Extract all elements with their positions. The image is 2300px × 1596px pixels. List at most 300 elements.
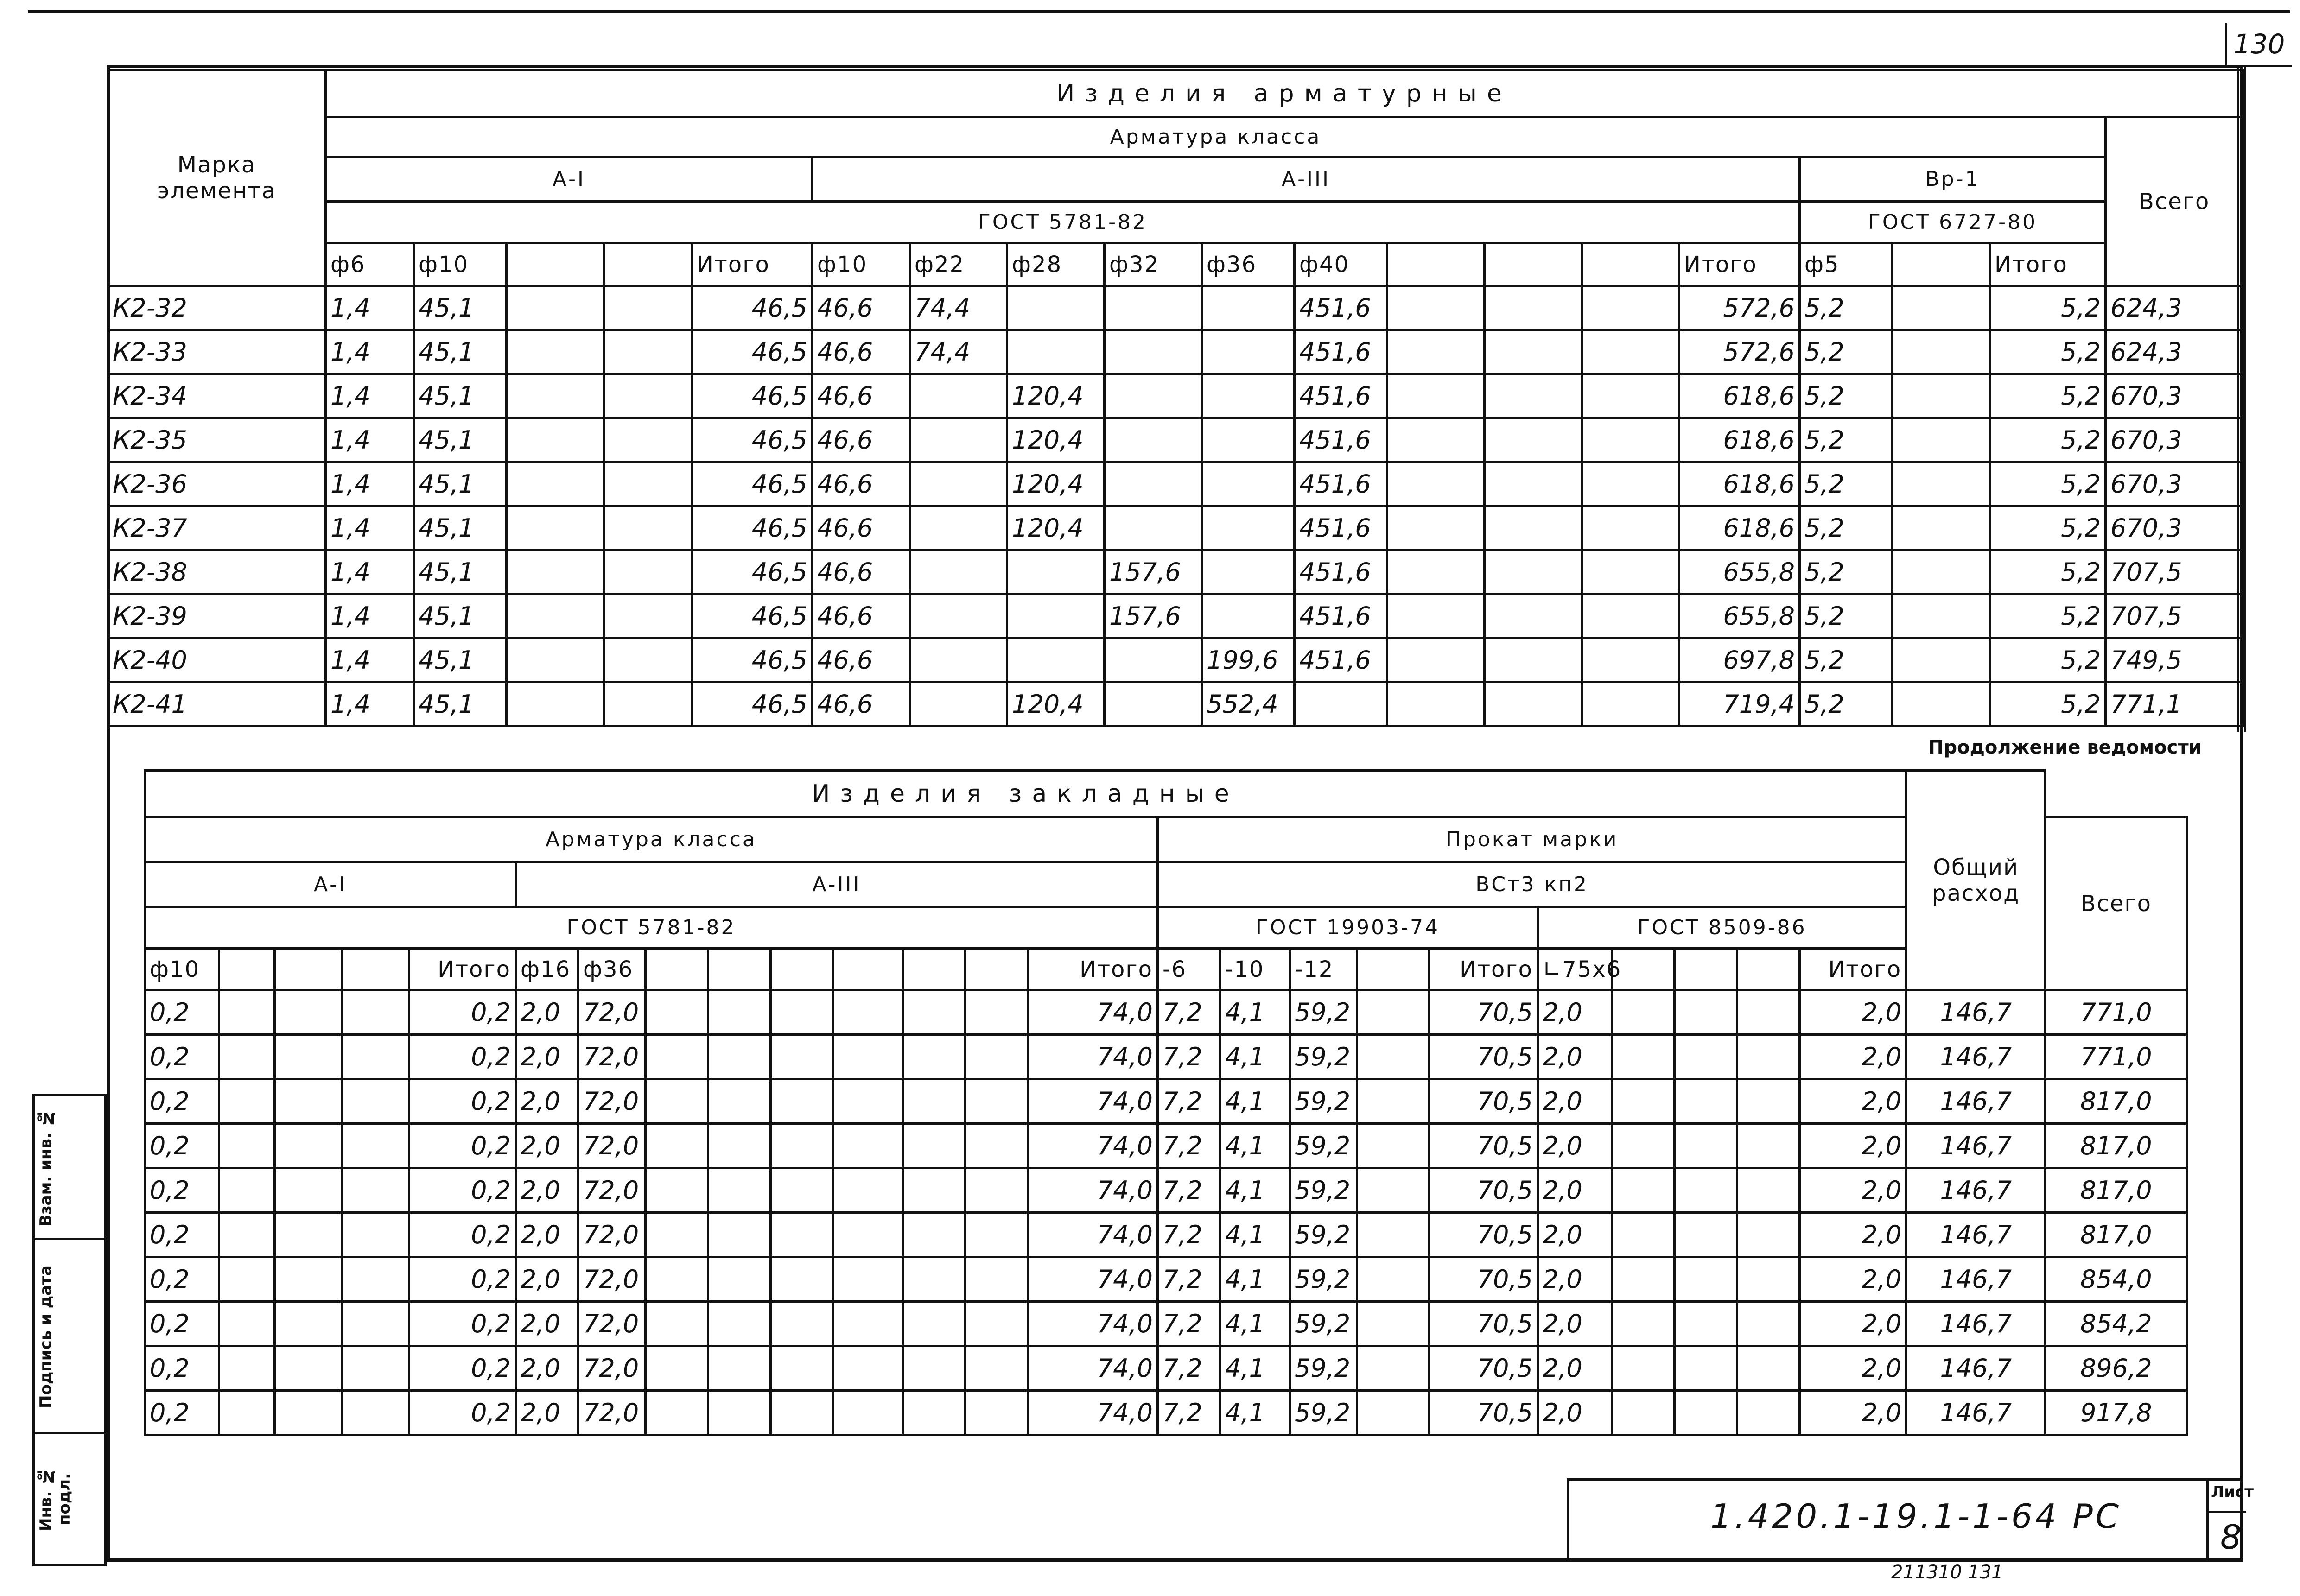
value-cell (1675, 1079, 1737, 1124)
value-cell (1582, 682, 1679, 726)
value-cell (604, 286, 692, 330)
value-cell: 5,2 (1800, 462, 1893, 506)
value-cell: 70,5 (1429, 1302, 1538, 1346)
value-cell (1007, 330, 1105, 374)
value-cell (1675, 1391, 1737, 1435)
value-cell: 4,1 (1220, 990, 1290, 1035)
stamp-cell-inventory (35, 1434, 104, 1564)
value-cell: 72,0 (578, 1124, 646, 1168)
element-mark-cell: К2-32 (108, 286, 326, 330)
value-cell (1202, 374, 1295, 418)
class-a3-header: А-III (813, 157, 1800, 202)
table-row (145, 1213, 2187, 1257)
top-col-head (1893, 243, 1990, 286)
sheet-number-separator (2206, 1511, 2246, 1513)
value-cell: 46,5 (692, 330, 813, 374)
value-cell (1357, 1346, 1429, 1391)
value-cell (1893, 374, 1990, 418)
value-cell (833, 1079, 903, 1124)
value-cell (910, 418, 1007, 462)
value-cell: 46,5 (692, 638, 813, 682)
value-cell (903, 1035, 966, 1079)
value-cell (903, 1346, 966, 1391)
value-cell (1612, 1257, 1675, 1302)
value-cell (604, 638, 692, 682)
bottom-column-heads (145, 949, 2187, 990)
value-cell (1893, 638, 1990, 682)
bottom-col-head: ф16 (516, 949, 578, 990)
table-row (108, 330, 2243, 374)
value-cell: 707,5 (2106, 550, 2243, 594)
value-cell: 45,1 (414, 550, 507, 594)
bottom-handwritten-note: 211310 131 (1891, 1562, 2003, 1583)
top-border-line (28, 10, 2290, 13)
table-row (108, 506, 2243, 550)
table-row (108, 682, 2243, 726)
value-cell (771, 1124, 833, 1168)
value-cell: 0,2 (145, 1168, 219, 1213)
value-cell: 618,6 (1679, 462, 1800, 506)
value-cell (1485, 506, 1582, 550)
value-cell (1582, 638, 1679, 682)
value-cell: 157,6 (1105, 594, 1202, 638)
table-row (145, 1257, 2187, 1302)
value-cell: 146,7 (1906, 1391, 2046, 1435)
value-cell: 670,3 (2106, 418, 2243, 462)
value-cell (275, 1213, 342, 1257)
value-cell: 74,0 (1028, 1346, 1158, 1391)
value-cell (1737, 1124, 1800, 1168)
top-column-heads (108, 243, 2243, 286)
value-cell (507, 638, 604, 682)
value-cell: 5,2 (1990, 506, 2106, 550)
value-cell: 72,0 (578, 1391, 646, 1435)
value-cell: 46,5 (692, 550, 813, 594)
value-cell: 5,2 (1990, 330, 2106, 374)
value-cell: 46,5 (692, 594, 813, 638)
value-cell (507, 462, 604, 506)
value-cell: 817,0 (2046, 1168, 2187, 1213)
table-row (145, 1124, 2187, 1168)
value-cell: 0,2 (409, 1346, 516, 1391)
value-cell (1737, 1302, 1800, 1346)
value-cell (1675, 1124, 1737, 1168)
value-cell (966, 1302, 1028, 1346)
value-cell (646, 1391, 708, 1435)
value-cell: 1,4 (326, 462, 414, 506)
value-cell (708, 1079, 771, 1124)
value-cell (1202, 286, 1295, 330)
value-cell (903, 1257, 966, 1302)
value-cell (1675, 1302, 1737, 1346)
value-cell (507, 682, 604, 726)
value-cell: 2,0 (1538, 1213, 1612, 1257)
vsego-header: Всего (2106, 117, 2243, 286)
reinforcement-table (107, 69, 2244, 727)
value-cell (646, 1346, 708, 1391)
bottom-table-title: Изделия закладные (145, 771, 1906, 817)
stamp-label-inventory: Инв. № подл. (37, 1467, 74, 1532)
value-cell (833, 1124, 903, 1168)
value-cell (1737, 1035, 1800, 1079)
value-cell (1893, 286, 1990, 330)
value-cell: 451,6 (1295, 638, 1387, 682)
value-cell (646, 1035, 708, 1079)
value-cell (219, 1346, 275, 1391)
value-cell: 5,2 (1990, 374, 2106, 418)
value-cell (604, 418, 692, 462)
value-cell: 2,0 (1800, 1168, 1906, 1213)
value-cell (833, 1346, 903, 1391)
bottom-col-head (966, 949, 1028, 990)
value-cell (1612, 1391, 1675, 1435)
value-cell: 771,0 (2046, 1035, 2187, 1079)
top-col-head: ф22 (910, 243, 1007, 286)
value-cell: 618,6 (1679, 418, 1800, 462)
value-cell: 2,0 (1538, 1257, 1612, 1302)
value-cell: 817,0 (2046, 1124, 2187, 1168)
value-cell: 74,0 (1028, 1302, 1158, 1346)
value-cell: 2,0 (1538, 1168, 1612, 1213)
table-row (145, 1035, 2187, 1079)
value-cell: 2,0 (516, 1302, 578, 1346)
value-cell (833, 1168, 903, 1213)
value-cell (1612, 1346, 1675, 1391)
value-cell (275, 1257, 342, 1302)
value-cell: 46,6 (813, 462, 910, 506)
value-cell: 5,2 (1800, 550, 1893, 594)
bottom-col-head: ф36 (578, 949, 646, 990)
value-cell: 2,0 (516, 1035, 578, 1079)
bottom-col-head (646, 949, 708, 990)
value-cell (910, 682, 1007, 726)
value-cell: 2,0 (516, 1213, 578, 1257)
value-cell (1357, 1391, 1429, 1435)
value-cell (966, 990, 1028, 1035)
value-cell (604, 374, 692, 418)
table-row (145, 990, 2187, 1035)
value-cell (1612, 1302, 1675, 1346)
bottom-col-head: Итого (409, 949, 516, 990)
value-cell: 4,1 (1220, 1257, 1290, 1302)
value-cell: 7,2 (1158, 1257, 1220, 1302)
bottom-col-head (219, 949, 275, 990)
value-cell (1105, 506, 1202, 550)
value-cell (1485, 286, 1582, 330)
value-cell (966, 1213, 1028, 1257)
value-cell: 2,0 (516, 1124, 578, 1168)
value-cell (275, 1168, 342, 1213)
value-cell: 46,6 (813, 506, 910, 550)
value-cell: 45,1 (414, 682, 507, 726)
value-cell (1357, 1035, 1429, 1079)
value-cell: 0,2 (409, 1391, 516, 1435)
value-cell: 7,2 (1158, 1346, 1220, 1391)
value-cell (1737, 1391, 1800, 1435)
value-cell: 5,2 (1990, 550, 2106, 594)
value-cell (708, 1168, 771, 1213)
value-cell: 45,1 (414, 418, 507, 462)
value-cell (1357, 1079, 1429, 1124)
value-cell: 1,4 (326, 506, 414, 550)
top-col-head (1582, 243, 1679, 286)
value-cell: 771,1 (2106, 682, 2243, 726)
value-cell: 1,4 (326, 550, 414, 594)
bottom-col-head: Итого (1800, 949, 1906, 990)
value-cell: 7,2 (1158, 1079, 1220, 1124)
value-cell: 59,2 (1290, 1213, 1357, 1257)
value-cell: 2,0 (1538, 1346, 1612, 1391)
value-cell (966, 1257, 1028, 1302)
value-cell: 451,6 (1295, 374, 1387, 418)
value-cell: 120,4 (1007, 682, 1105, 726)
value-cell (1893, 462, 1990, 506)
value-cell: 697,8 (1679, 638, 1800, 682)
value-cell (771, 1168, 833, 1213)
value-cell (1202, 418, 1295, 462)
value-cell: 74,0 (1028, 990, 1158, 1035)
value-cell: 451,6 (1295, 418, 1387, 462)
value-cell (1105, 462, 1202, 506)
value-cell (1675, 1257, 1737, 1302)
class-a1-header: А-I (326, 157, 813, 202)
value-cell (1007, 286, 1105, 330)
value-cell: 552,4 (1202, 682, 1295, 726)
top-col-head: ф40 (1295, 243, 1387, 286)
value-cell: 655,8 (1679, 550, 1800, 594)
value-cell (507, 594, 604, 638)
value-cell (1893, 506, 1990, 550)
value-cell: 0,2 (145, 1346, 219, 1391)
table-row (108, 550, 2243, 594)
value-cell: 45,1 (414, 638, 507, 682)
value-cell (1357, 1257, 1429, 1302)
value-cell (1485, 462, 1582, 506)
value-cell (342, 1124, 409, 1168)
value-cell: 2,0 (516, 1257, 578, 1302)
bottom-gost-5781: ГОСТ 5781-82 (145, 907, 1158, 949)
value-cell: 59,2 (1290, 1346, 1357, 1391)
value-cell: 2,0 (1538, 1079, 1612, 1124)
value-cell (833, 1257, 903, 1302)
value-cell: 2,0 (1800, 990, 1906, 1035)
value-cell: 0,2 (409, 1213, 516, 1257)
value-cell: 45,1 (414, 594, 507, 638)
value-cell (1357, 1213, 1429, 1257)
value-cell (646, 1124, 708, 1168)
value-cell: 5,2 (1800, 506, 1893, 550)
value-cell: 0,2 (409, 1168, 516, 1213)
value-cell: 624,3 (2106, 330, 2243, 374)
value-cell: 451,6 (1295, 286, 1387, 330)
armatura-klassa-header: Арматура класса (326, 117, 2106, 157)
value-cell: 896,2 (2046, 1346, 2187, 1391)
continuation-note: Продолжение ведомости (1928, 737, 2202, 758)
value-cell (966, 1168, 1028, 1213)
value-cell (1737, 1168, 1800, 1213)
value-cell (771, 1391, 833, 1435)
value-cell: 59,2 (1290, 1079, 1357, 1124)
value-cell: 0,2 (145, 1257, 219, 1302)
value-cell (604, 462, 692, 506)
value-cell: 4,1 (1220, 1035, 1290, 1079)
value-cell (966, 1346, 1028, 1391)
value-cell (1387, 594, 1485, 638)
value-cell (275, 1079, 342, 1124)
table-row (145, 1302, 2187, 1346)
value-cell (903, 1213, 966, 1257)
value-cell: 1,4 (326, 418, 414, 462)
value-cell: 817,0 (2046, 1213, 2187, 1257)
value-cell (275, 1391, 342, 1435)
value-cell (1485, 374, 1582, 418)
value-cell: 2,0 (1538, 1391, 1612, 1435)
value-cell: 4,1 (1220, 1302, 1290, 1346)
value-cell: 74,0 (1028, 1168, 1158, 1213)
value-cell: 719,4 (1679, 682, 1800, 726)
value-cell: 2,0 (516, 1079, 578, 1124)
value-cell (1675, 1035, 1737, 1079)
value-cell (1202, 550, 1295, 594)
value-cell (275, 1124, 342, 1168)
value-cell (771, 1035, 833, 1079)
value-cell (646, 1213, 708, 1257)
value-cell: 46,6 (813, 682, 910, 726)
value-cell: 0,2 (145, 1391, 219, 1435)
value-cell (910, 638, 1007, 682)
value-cell: 120,4 (1007, 506, 1105, 550)
value-cell: 2,0 (516, 990, 578, 1035)
stamp-label-signature: Подпись и дата (37, 1265, 55, 1409)
value-cell: 2,0 (1538, 1035, 1612, 1079)
value-cell (910, 374, 1007, 418)
value-cell: 59,2 (1290, 1168, 1357, 1213)
top-table-title: Изделия арматурные (326, 70, 2243, 117)
value-cell: 572,6 (1679, 330, 1800, 374)
value-cell: 1,4 (326, 374, 414, 418)
value-cell (1202, 330, 1295, 374)
value-cell (507, 550, 604, 594)
value-cell (708, 1213, 771, 1257)
value-cell: 5,2 (1800, 682, 1893, 726)
bottom-vsego-header: Всего (2046, 817, 2187, 990)
value-cell: 46,5 (692, 682, 813, 726)
value-cell: 70,5 (1429, 1168, 1538, 1213)
table-row (145, 1168, 2187, 1213)
value-cell: 157,6 (1105, 550, 1202, 594)
top-col-head: ф10 (813, 243, 910, 286)
value-cell: 199,6 (1202, 638, 1295, 682)
value-cell (1007, 594, 1105, 638)
value-cell: 7,2 (1158, 1391, 1220, 1435)
value-cell (1485, 682, 1582, 726)
top-col-head: Итого (1679, 243, 1800, 286)
value-cell (966, 1124, 1028, 1168)
value-cell (646, 1079, 708, 1124)
value-cell: 0,2 (145, 1079, 219, 1124)
value-cell (966, 1079, 1028, 1124)
value-cell: 45,1 (414, 462, 507, 506)
bottom-col-head (275, 949, 342, 990)
value-cell (1007, 550, 1105, 594)
top-table-body (108, 286, 2243, 726)
value-cell: 670,3 (2106, 374, 2243, 418)
value-cell: 5,2 (1990, 594, 2106, 638)
value-cell (342, 990, 409, 1035)
value-cell: 72,0 (578, 1213, 646, 1257)
value-cell: 74,0 (1028, 1391, 1158, 1435)
value-cell (833, 1302, 903, 1346)
value-cell: 72,0 (578, 1168, 646, 1213)
value-cell: 5,2 (1990, 682, 2106, 726)
element-mark-cell: К2-33 (108, 330, 326, 374)
value-cell (1105, 374, 1202, 418)
value-cell: 70,5 (1429, 1124, 1538, 1168)
value-cell (342, 1391, 409, 1435)
value-cell: 451,6 (1295, 330, 1387, 374)
value-cell: 5,2 (1990, 286, 2106, 330)
value-cell: 146,7 (1906, 1302, 2046, 1346)
value-cell: 46,6 (813, 374, 910, 418)
value-cell (1357, 1124, 1429, 1168)
value-cell (1295, 682, 1387, 726)
gost-19903-header: ГОСТ 19903-74 (1158, 907, 1538, 949)
value-cell: 46,5 (692, 462, 813, 506)
value-cell (1105, 418, 1202, 462)
top-col-head (604, 243, 692, 286)
value-cell (219, 1168, 275, 1213)
bottom-col-head (708, 949, 771, 990)
value-cell (219, 1035, 275, 1079)
value-cell: 2,0 (516, 1346, 578, 1391)
value-cell (1387, 682, 1485, 726)
value-cell (1485, 418, 1582, 462)
value-cell: 59,2 (1290, 1124, 1357, 1168)
value-cell: 670,3 (2106, 462, 2243, 506)
value-cell (903, 990, 966, 1035)
value-cell: 146,7 (1906, 1213, 2046, 1257)
value-cell: 624,3 (2106, 286, 2243, 330)
value-cell (275, 1035, 342, 1079)
value-cell (1893, 550, 1990, 594)
value-cell: 854,2 (2046, 1302, 2187, 1346)
value-cell: 5,2 (1800, 594, 1893, 638)
class-vr1-header: Вр-1 (1800, 157, 2106, 202)
value-cell (1387, 374, 1485, 418)
value-cell: 4,1 (1220, 1346, 1290, 1391)
value-cell (833, 1391, 903, 1435)
value-cell: 59,2 (1290, 1035, 1357, 1079)
document-code: 1.420.1-19.1-1-64 РС (1710, 1497, 2122, 1536)
value-cell: 74,0 (1028, 1035, 1158, 1079)
table-row (145, 1079, 2187, 1124)
top-col-head: ф32 (1105, 243, 1202, 286)
value-cell: 70,5 (1429, 1079, 1538, 1124)
stamp-label-replacement: Взам. инв. № (37, 1108, 55, 1227)
vst3-header: ВСт3 кп2 (1158, 862, 1906, 907)
value-cell (646, 1257, 708, 1302)
bottom-col-head: -12 (1290, 949, 1357, 990)
value-cell (1105, 638, 1202, 682)
element-mark-cell: К2-37 (108, 506, 326, 550)
obshiy-rashod-header: Общий расход (1906, 771, 2046, 990)
value-cell: 146,7 (1906, 1079, 2046, 1124)
value-cell (342, 1213, 409, 1257)
value-cell (1202, 506, 1295, 550)
value-cell (1387, 286, 1485, 330)
value-cell: 5,2 (1800, 374, 1893, 418)
col-mark-header: Марка элемента (108, 70, 326, 286)
